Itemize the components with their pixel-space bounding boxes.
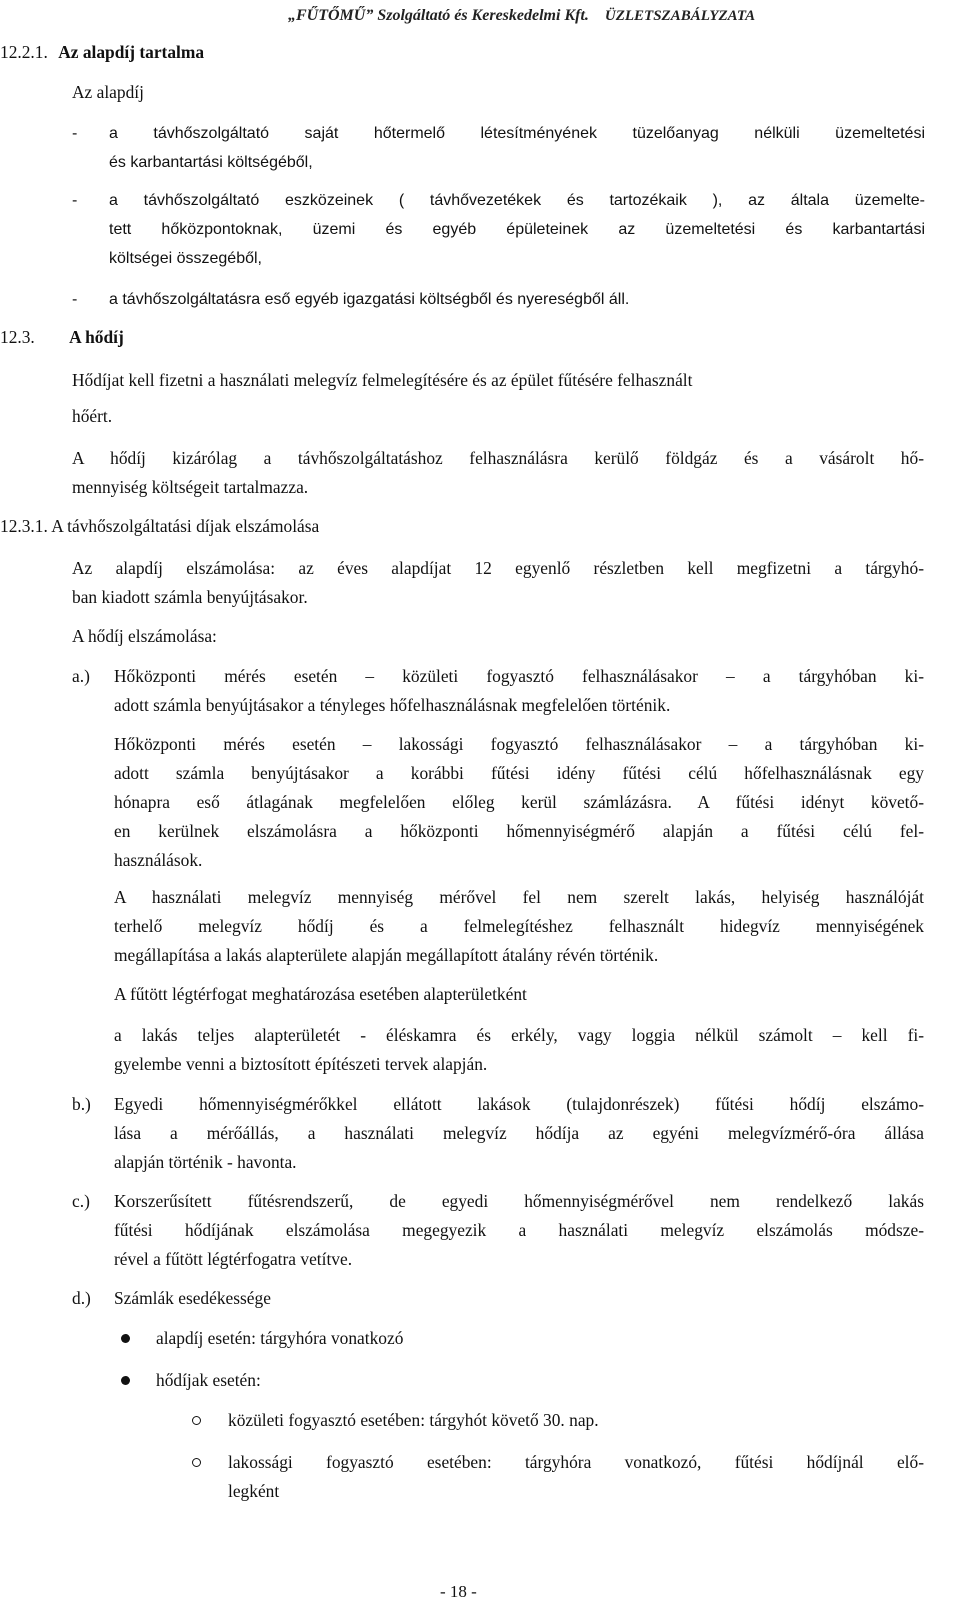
page-header — [288, 4, 755, 28]
section-12-2-1-heading — [0, 38, 204, 67]
text-line: a távhőszolgáltató saját hőtermelő létesítményének tüzelőanyag nélküli üzemeltetési — [109, 125, 925, 142]
text-line: Hőközponti mérés esetén – közületi fogyasztó felhasználásakor – a tárgyhóban ki- — [114, 666, 924, 686]
text-line: fűtési hődíjának elszámolása megegyezik a használati melegvíz elszámolás módsze- — [114, 1220, 924, 1240]
text-line: és karbantartási költségéből, — [109, 154, 313, 171]
text-line: közületi fogyasztó esetében: tárgyhót követő 30. nap. — [228, 1410, 599, 1430]
text-line: hónapra eső átlagának megfelelően előleg kerül számlázásra. A fűtési idényt követő- — [114, 792, 924, 812]
item-d-title: Számlák esedékessége — [114, 1288, 271, 1308]
text-line: lakossági fogyasztó esetében: tárgyhóra vonatkozó, fűtési hődíjnál elő- — [228, 1452, 924, 1472]
bullet-item-alapdij: alapdíj esetén: tárgyhóra vonatkozó — [156, 1328, 404, 1348]
text-line: tett hőközpontoknak, üzemi és egyéb épületeinek az üzemeltetési és karbantartási — [109, 221, 925, 238]
alapdij-item-2 — [109, 186, 925, 273]
text-line: Egyedi hőmennyiségmérőkkel ellátott lakások (tulajdonrészek) fűtési hődíj elszámo- — [114, 1094, 924, 1114]
text-line: lása a mérőállás, a használati melegvíz hődíja az egyéni melegvízmérő-óra állása — [114, 1123, 924, 1143]
text-line: a lakás teljes alapterületét - éléskamra és erkély, vagy loggia nélkül számolt – kell fi- — [114, 1025, 924, 1045]
dash-marker: - — [72, 291, 78, 308]
bullet-item-hodijak: hődíjak esetén: — [156, 1370, 261, 1390]
alapdij-elszamolas — [72, 554, 924, 612]
section-number: 12.3. — [0, 327, 35, 347]
text-line: alapján történik - havonta. — [114, 1152, 297, 1172]
hodij-paragraph-2 — [72, 444, 924, 502]
text-line: ban kiadott számla benyújtásakor. — [72, 587, 308, 607]
hodij-elszamolas-label: A hődíj elszámolása: — [72, 626, 217, 646]
sub-item-kozuleti — [228, 1406, 924, 1435]
text-line: gyelembe venni a biztosított építészeti tervek alapján. — [114, 1054, 488, 1074]
text-line: A hődíj kizárólag a távhőszolgáltatáshoz felhasználásra kerülő földgáz és a vásárolt hő- — [72, 448, 924, 468]
circle-bullet-icon — [192, 1416, 201, 1425]
text-line: Hőközponti mérés esetén – lakossági fogyasztó felhasználásakor – a tárgyhóban ki- — [114, 734, 924, 754]
text-line: használások. — [114, 850, 203, 870]
text-line: a távhőszolgáltató eszközeinek ( távhővezetékek és tartozékaik ), az általa üzemelte- — [109, 192, 925, 209]
text-line: adott számla benyújtásakor a tényleges hőfelhasználásnak megfelelően történik. — [114, 695, 671, 715]
text-line: költségei összegéből, — [109, 250, 262, 267]
item-a-label: a.) — [72, 666, 90, 686]
text-line: legként — [228, 1481, 280, 1501]
text-line: megállapítása a lakás alapterülete alapján megállapított átalány révén történik. — [114, 945, 659, 965]
text-line: Hődíjat kell fizetni a használati melegvíz felmelegítésére és az épület fűtésére felhasznált — [72, 370, 693, 390]
item-b-label: b.) — [72, 1094, 91, 1114]
page-number: - 18 - — [440, 1582, 477, 1601]
text-line: Korszerűsített fűtésrendszerű, de egyedi hőmennyiségmérővel nem rendelkező lakás — [114, 1191, 924, 1211]
alapdij-item-1 — [109, 119, 925, 177]
section-number: 12.2.1. — [0, 42, 48, 62]
dash-marker: - — [72, 125, 78, 142]
item-a-paragraph-4: A fűtött légtérfogat meghatározása esetében alapterületként — [114, 984, 527, 1004]
item-b-paragraph — [114, 1090, 924, 1177]
hodij-paragraph-1 — [72, 366, 924, 431]
item-c-label: c.) — [72, 1191, 90, 1211]
item-d-label: d.) — [72, 1288, 91, 1308]
sub-item-lakossagi — [228, 1448, 924, 1506]
header-doc-title: ÜZLETSZABÁLYZATA — [604, 8, 756, 24]
text-line: hőért. — [72, 406, 113, 426]
alapdij-item-3 — [109, 285, 925, 314]
item-a-paragraph-5 — [114, 1021, 924, 1079]
alapdij-intro: Az alapdíj — [72, 82, 144, 102]
text-line: rével a fűtött légtérfogatra vetítve. — [114, 1249, 353, 1269]
text-line: terhelő melegvíz hődíj és a felmelegítéshez felhasznált hidegvíz mennyiségének — [114, 916, 924, 936]
item-c-paragraph — [114, 1187, 924, 1274]
section-12-3-1-heading: 12.3.1. A távhőszolgáltatási díjak elszámolása — [0, 516, 320, 536]
item-a-paragraph-3 — [114, 883, 924, 970]
text-line: Az alapdíj elszámolása: az éves alapdíjat 12 egyenlő részletben kell megfizetni a tárgyhó- — [72, 558, 924, 578]
text-line: en kerülnek elszámolásra a hőközponti hőmennyiségmérő alapján a fűtési célú fel- — [114, 821, 924, 841]
section-title: Az alapdíj tartalma — [58, 42, 205, 62]
circle-bullet-icon — [192, 1458, 201, 1467]
section-12-3-heading — [0, 323, 124, 352]
text-line: adott számla benyújtásakor a korábbi fűtési idény fűtési célú hőfelhasználásnak egy — [114, 763, 924, 783]
text-line: A használati melegvíz mennyiség mérővel fel nem szerelt lakás, helyiség használóját — [114, 887, 924, 907]
section-title: A hődíj — [69, 327, 124, 347]
dash-marker: - — [72, 192, 78, 209]
text-line: mennyiség költségeit tartalmazza. — [72, 477, 309, 497]
item-a-paragraph-1 — [114, 662, 924, 720]
bullet-icon — [121, 1334, 130, 1343]
bullet-icon — [121, 1376, 130, 1385]
header-company: „FŰTŐMŰ” Szolgáltató és Kereskedelmi Kft. — [288, 7, 589, 24]
text-line: a távhőszolgáltatásra eső egyéb igazgatási költségből és nyereségből áll. — [109, 291, 630, 308]
item-a-paragraph-2 — [114, 730, 924, 875]
